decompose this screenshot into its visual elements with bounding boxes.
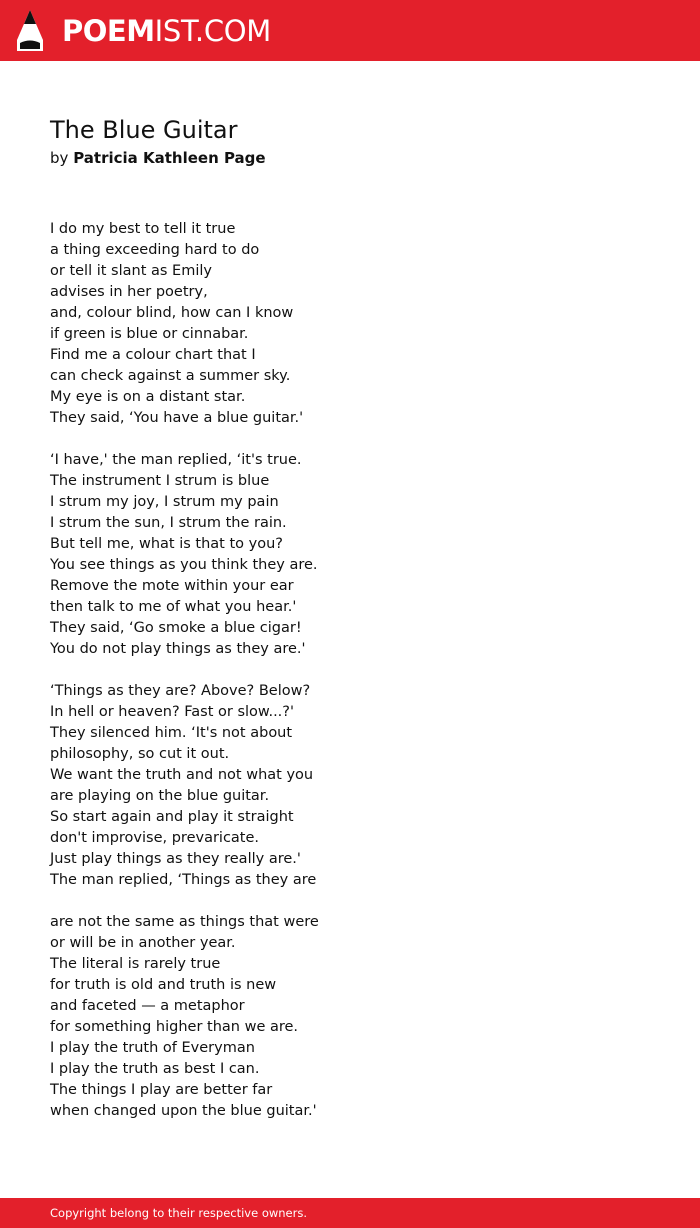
copyright-text: Copyright belong to their respective owners. [50, 1206, 308, 1220]
poem-line: But tell me, what is that to you? [50, 536, 283, 552]
author-name: Patricia Kathleen Page [73, 149, 266, 167]
by-label: by [50, 149, 69, 167]
site-header [0, 0, 700, 61]
poem-line: My eye is on a distant star. [50, 389, 246, 405]
poem-line: You see things as you think they are. [50, 557, 318, 573]
poem-line: I strum the sun, I strum the rain. [50, 515, 287, 531]
poem-line: and faceted — a metaphor [50, 998, 245, 1014]
poem-line: and, colour blind, how can I know [50, 305, 294, 321]
poem-title: The Blue Guitar [50, 116, 238, 144]
poem-line: So start again and play it straight [50, 809, 294, 825]
poem-line: advises in her poetry, [50, 284, 208, 300]
poem-line: Remove the mote within your ear [50, 578, 294, 594]
poem-body [50, 219, 610, 1143]
poem-line: or tell it slant as Emily [50, 263, 212, 279]
poem-line: Find me a colour chart that I [50, 347, 256, 363]
poem-line: philosophy, so cut it out. [50, 746, 230, 762]
poem-line: for truth is old and truth is new [50, 977, 277, 993]
poem-line: a thing exceeding hard to do [50, 242, 260, 258]
site-footer [0, 1198, 700, 1228]
poem-line: I strum my joy, I strum my pain [50, 494, 279, 510]
poem-line: They said, ‘Go smoke a blue cigar! [50, 620, 302, 636]
poem-line: can check against a summer sky. [50, 368, 291, 384]
poem-line: The instrument I strum is blue [50, 473, 270, 489]
poem-line: We want the truth and not what you [50, 767, 314, 783]
logo-bold-text: POEM [62, 14, 155, 48]
poem-line: The literal is rarely true [50, 956, 221, 972]
poem-line: They said, ‘You have a blue guitar.' [50, 410, 304, 426]
logo-light-text: IST.COM [154, 14, 272, 48]
poem-line: ‘Things as they are? Above? Below? [50, 683, 311, 699]
poem-line: Just play things as they really are.' [50, 851, 301, 867]
poem-line: The things I play are better far [50, 1082, 273, 1098]
poem-line: or will be in another year. [50, 935, 236, 951]
poem-line: You do not play things as they are.' [50, 641, 306, 657]
poem-line: I do my best to tell it true [50, 221, 236, 237]
poem-line: then talk to me of what you hear.' [50, 599, 297, 615]
poem-stanza [50, 219, 610, 429]
pencil-tip-icon [16, 10, 44, 52]
poem-line: for something higher than we are. [50, 1019, 299, 1035]
poem-line: when changed upon the blue guitar.' [50, 1103, 317, 1119]
poem-line: if green is blue or cinnabar. [50, 326, 249, 342]
poem-stanza [50, 681, 610, 891]
poem-stanza [50, 912, 610, 1122]
poem-line: are playing on the blue guitar. [50, 788, 270, 804]
poem-line: The man replied, ‘Things as they are [50, 872, 317, 888]
poem-line: I play the truth of Everyman [50, 1040, 255, 1056]
byline [50, 149, 266, 167]
poem-line: don't improvise, prevaricate. [50, 830, 260, 846]
poem-line: ‘I have,' the man replied, ‘it's true. [50, 452, 302, 468]
poem-stanza [50, 450, 610, 660]
poem-line: In hell or heaven? Fast or slow...?' [50, 704, 294, 720]
poem-line: I play the truth as best I can. [50, 1061, 260, 1077]
poem-line: They silenced him. ‘It's not about [50, 725, 293, 741]
poem-line: are not the same as things that were [50, 914, 319, 930]
site-logo[interactable] [62, 13, 271, 49]
